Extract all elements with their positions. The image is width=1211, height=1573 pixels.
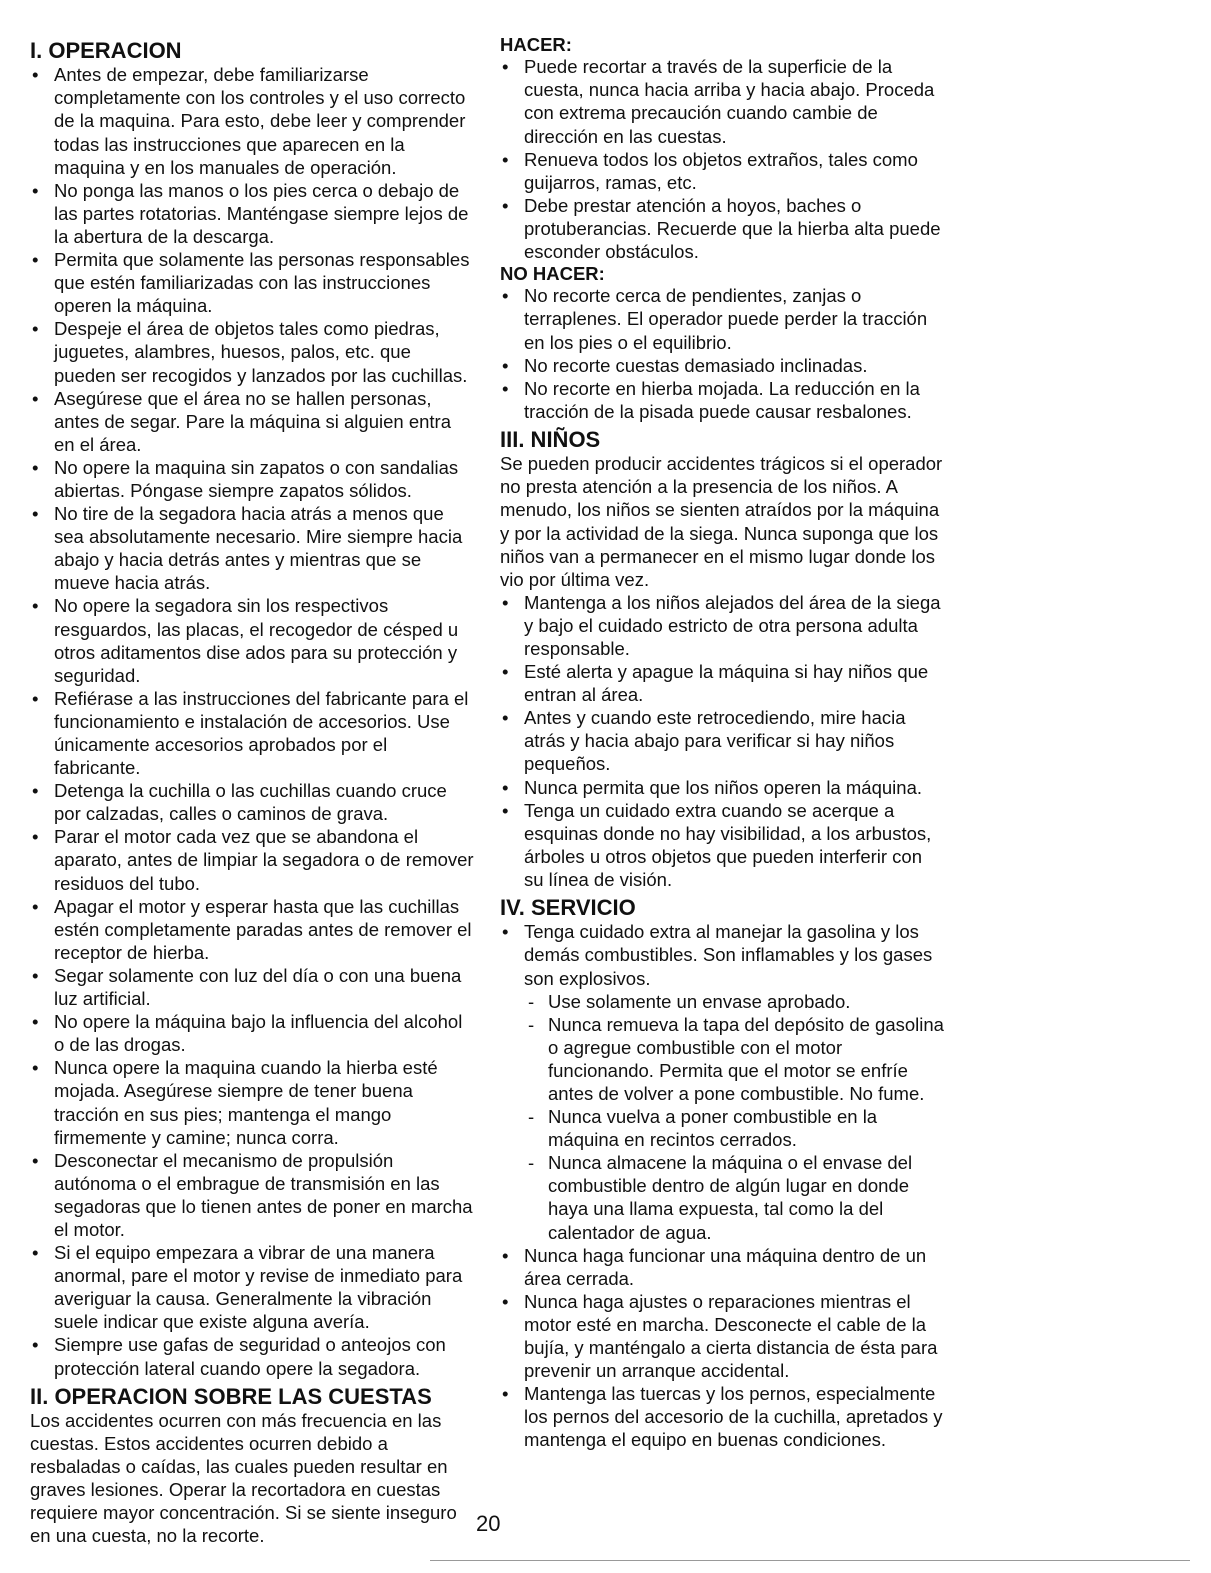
ninos-paragraph: Se pueden producir accidentes trágicos si el operador no presta atención a la presencia de los niños. A menudo, los niños se sienten atraídos por la máquina y por la actividad de la siega. Nunca suponga que los niños van a permanecer en el mismo lugar donde los vio por última vez. <box>500 453 943 590</box>
list-item: • Parar el motor cada vez que se abandona el aparato, antes de limpiar la segadora o de remover residuos del tubo. <box>30 825 475 894</box>
no-hacer-list <box>500 284 945 423</box>
servicio-sublist <box>524 990 945 1244</box>
list-item: • Desconectar el mecanismo de propulsión autónoma o el embrague de transmisión en las segadoras que lo tienen antes de poner en marcha el motor. <box>30 1149 475 1241</box>
cuestas-paragraph: Los accidentes ocurren con más frecuencia en las cuestas. Estos accidentes ocurren debido a resbaladas o caídas, las cuales pueden resultar en graves lesiones. Operar la recortadora en cuestas requiere mayor concentración. Si se siente inseguro en una cuesta, no la recorte. <box>30 1409 457 1547</box>
list-item: • No tire de la segadora hacia atrás a menos que sea absolutamente necesario. Mire siempre hacia abajo y hacia detrás antes y mientras que se mueve hacia atrás. <box>30 502 475 594</box>
list-item: • Debe prestar atención a hoyos, baches o protuberancias. Recuerde que la hierba alta puede esconder obstáculos. <box>500 194 945 263</box>
list-item: • No opere la maquina sin zapatos o con sandalias abiertas. Póngase siempre zapatos sólidos. <box>30 456 475 502</box>
left-column <box>30 34 475 1548</box>
section-operacion-title: I. OPERACION <box>30 38 182 63</box>
list-item: • Permita que solamente las personas responsables que estén familiarizadas con las instrucciones operen la máquina. <box>30 248 475 317</box>
section-cuestas-title: II. OPERACION SOBRE LAS CUESTAS <box>30 1383 432 1409</box>
list-item <box>500 920 945 1243</box>
list-item: • Nunca haga ajustes o reparaciones mientras el motor esté en marcha. Desconecte el cable de la bujía, y manténgalo a cierta distancia de ésta para prevenir un arranque accidental. <box>500 1290 945 1382</box>
section-ninos-title: III. NIÑOS <box>500 426 601 452</box>
list-item: • Mantenga a los niños alejados del área de la siega y bajo el cuidado estricto de otra persona adulta responsable. <box>500 591 945 660</box>
sublist-item: - Nunca almacene la máquina o el envase del combustible dentro de algún lugar en donde haya una llama expuesta, tal como la del calentador de agua. <box>524 1151 945 1243</box>
footer-divider <box>430 1560 1190 1561</box>
list-item: • No opere la máquina bajo la influencia del alcohol o de las drogas. <box>30 1010 475 1056</box>
list-item: • Mantenga las tuercas y los pernos, especialmente los pernos del accesorio de la cuchilla, apretados y mantenga el equipo en buenas condiciones. <box>500 1382 945 1451</box>
list-item: • No opere la segadora sin los respectivos resguardos, las placas, el recogedor de césped u otros aditamentos dise ados para su protección y seguridad. <box>30 594 475 686</box>
sublist-item: - Use solamente un envase aprobado. <box>524 990 945 1013</box>
hacer-title: HACER: <box>500 34 572 55</box>
list-item-text: Tenga cuidado extra al manejar la gasolina y los demás combustibles. Son inflamables y los gases son explosivos. <box>524 921 933 989</box>
list-item: • Antes de empezar, debe familiarizarse completamente con los controles y el uso correcto de la maquina. Para esto, debe leer y comprender todas las instrucciones que aparecen en la maquina y en los manuales de operación. <box>30 63 475 178</box>
list-item: • Segar solamente con luz del día o con una buena luz artificial. <box>30 964 475 1010</box>
hacer-list <box>500 55 945 263</box>
list-item: • Tenga un cuidado extra cuando se acerque a esquinas donde no hay visibilidad, a los arbustos, árboles u otros objetos que pueden interferir con su línea de visión. <box>500 799 945 891</box>
list-item: • No recorte en hierba mojada. La reducción en la tracción de la pisada puede causar resbalones. <box>500 377 945 423</box>
list-item: • Antes y cuando este retrocediendo, mire hacia atrás y hacia abajo para verificar si hay niños pequeños. <box>500 706 945 775</box>
list-item: • No ponga las manos o los pies cerca o debajo de las partes rotatorias. Manténgase siempre lejos de la abertura de la descarga. <box>30 179 475 248</box>
list-item: • Asegúrese que el área no se hallen personas, antes de segar. Pare la máquina si alguien entra en el área. <box>30 387 475 456</box>
list-item: • Despeje el área de objetos tales como piedras, juguetes, alambres, huesos, palos, etc. que pueden ser recogidos y lanzados por las cuchillas. <box>30 317 475 386</box>
list-item: • Nunca haga funcionar una máquina dentro de un área cerrada. <box>500 1244 945 1290</box>
list-item: • Nunca permita que los niños operen la máquina. <box>500 776 945 799</box>
list-item: • No recorte cuestas demasiado inclinadas. <box>500 354 945 377</box>
list-item: • Puede recortar a través de la superficie de la cuesta, nunca hacia arriba y hacia abajo. Proceda con extrema precaución cuando cambie de dirección en las cuestas. <box>500 55 945 147</box>
sublist-item: - Nunca remueva la tapa del depósito de gasolina o agregue combustible con el motor funcionando. Permita que el motor se enfríe antes de volver a pone combustible. No fume. <box>524 1013 945 1105</box>
list-item: • Renueva todos los objetos extraños, tales como guijarros, ramas, etc. <box>500 148 945 194</box>
sublist-item: - Nunca vuelva a poner combustible en la máquina en recintos cerrados. <box>524 1105 945 1151</box>
list-item: • Refiérase a las instrucciones del fabricante para el funcionamiento e instalación de accesorios. Use únicamente accesorios aprobados por el fabricante. <box>30 687 475 779</box>
page-number: 20 <box>476 1511 501 1536</box>
list-item: • Siempre use gafas de seguridad o anteojos con protección lateral cuando opere la segadora. <box>30 1333 475 1379</box>
list-item: • No recorte cerca de pendientes, zanjas o terraplenes. El operador puede perder la tracción en los pies o el equilibrio. <box>500 284 945 353</box>
list-item: • Esté alerta y apague la máquina si hay niños que entran al área. <box>500 660 945 706</box>
ninos-list <box>500 591 945 891</box>
right-column <box>500 34 945 1451</box>
operacion-list <box>30 63 475 1379</box>
list-item: • Nunca opere la maquina cuando la hierba esté mojada. Asegúrese siempre de tener buena tracción en sus pies; mantenga el mango firmemente y camine; nunca corra. <box>30 1056 475 1148</box>
no-hacer-title: NO HACER: <box>500 263 605 285</box>
section-servicio-title: IV. SERVICIO <box>500 895 636 921</box>
list-item: • Detenga la cuchilla o las cuchillas cuando cruce por calzadas, calles o caminos de grava. <box>30 779 475 825</box>
list-item: • Si el equipo empezara a vibrar de una manera anormal, pare el motor y revise de inmediato para averiguar la causa. Generalmente la vibración suele indicar que existe alguna avería. <box>30 1241 475 1333</box>
list-item: • Apagar el motor y esperar hasta que las cuchillas estén completamente paradas antes de remover el receptor de hierba. <box>30 895 475 964</box>
servicio-list <box>500 920 945 1451</box>
